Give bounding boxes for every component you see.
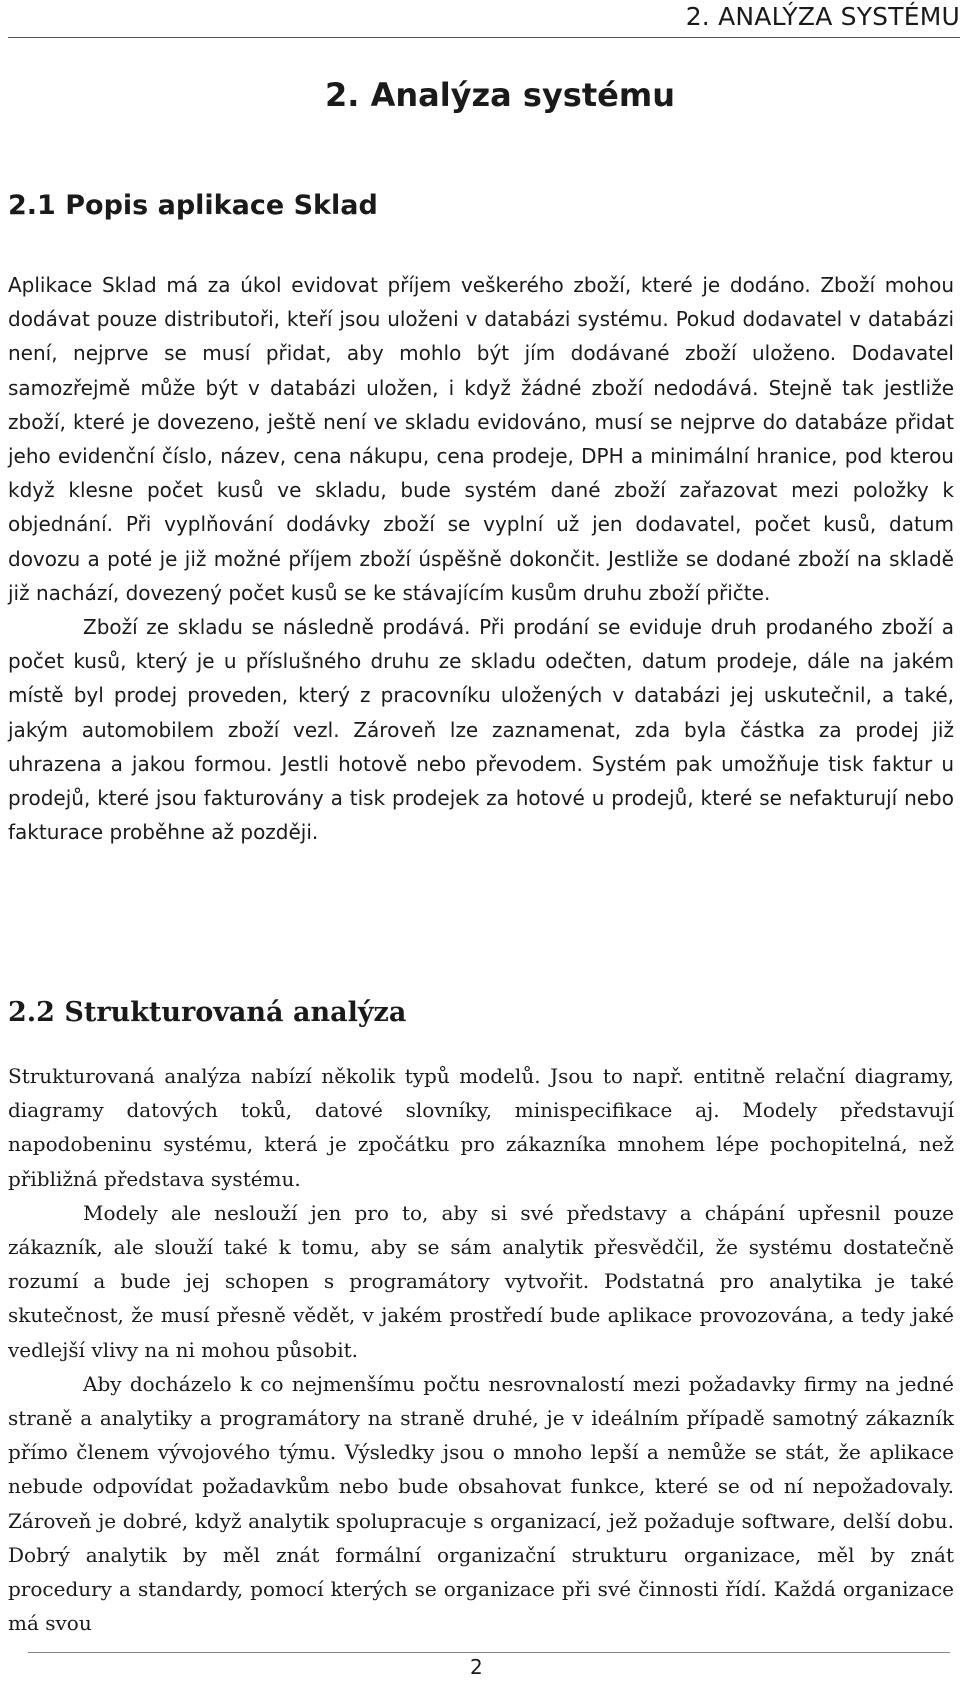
paragraph: Modely ale neslouží jen pro to, aby si své představy a chápání upřesnil pouze zákazník, ale slouží také k tomu, aby se sám analytik přesvědčil, že systému dostatečně rozumí a bude jej schopen s programátory vytvořit. Podstatná pro analytika je také skutečnost, že musí přesně vědět, v jakém prostředí bude aplikace provozována, a tedy jaké vedlejší vlivy na ni mohou působit. <box>8 1200 954 1362</box>
section-heading-2-2: 2.2 Strukturovaná analýza <box>8 997 407 1028</box>
paragraph: Aplikace Sklad má za úkol evidovat příjem veškerého zboží, které je dodáno. Zboží mohou dodávat pouze distributoři, kteří jsou uloženi v databázi systému. Pokud dodavatel v databázi není, nejprve se musí přidat, aby mohlo být jím dodávané zboží uloženo. Dodavatel samozřejmě může být v databázi uložen, i když žádné zboží nedodává. Stejně tak jestliže zboží, které je dovezeno, ještě není ve skladu evidováno, musí se nejprve do databáze přidat jeho evidenční číslo, název, cena nákupu, cena prodeje, DPH a minimální hranice, pod kterou když klesne počet kusů ve skladu, bude systém dané zboží zařazovat mezi položky k objednání. Při vyplňování dodávky zboží se vyplní už jen dodavatel, počet kusů, datum dovozu a poté je již možné příjem zboží úspěšně dokončit. Jestliže se dodané zboží na skladě již nachází, dovezený počet kusů se ke stávajícím kusům druhu zboží přičte. <box>8 273 954 605</box>
section-2-2-body <box>8 1059 954 1640</box>
running-header: 2. ANALÝZA SYSTÉMU <box>685 2 960 31</box>
header-rule <box>8 37 960 38</box>
paragraph: Aby docházelo k co nejmenšímu počtu nesrovnalostí mezi požadavky firmy na jedné straně a analytiky a programátory na straně druhé, je v ideálním případě samotný zákazník přímo členem vývojového týmu. Výsledky jsou o mnoho lepší a nemůže se stát, že aplikace nebude odpovídat požadavkům nebo bude obsahovat funkce, které se od ní nepožadovaly. Zároveň je dobré, když analytik spolupracuje s organizací, jež požaduje software, delší dobu. Dobrý analytik by měl znát formální organizační strukturu organizace, měl by znát procedury a standardy, pomocí kterých se organizace při své činnosti řídí. Každá organizace má svou <box>8 1371 954 1636</box>
page-number: 2 <box>470 1655 483 1679</box>
paragraph: Zboží ze skladu se následně prodává. Při prodání se eviduje druh prodaného zboží a počet kusů, který je u příslušného druhu ze skladu odečten, datum prodeje, dále na jakém místě byl prodej proveden, který z pracovníku uložených v databázi jej uskutečnil, a také, jakým automobilem zboží vezl. Zároveň lze zaznamenat, zda byla částka za prodej již uhrazena a jakou formou. Jestli hotově nebo převodem. Systém pak umožňuje tisk faktur u prodejů, které jsou fakturovány a tisk prodejek za hotové u prodejů, které se nefakturují nebo fakturace proběhne až později. <box>8 615 954 845</box>
paragraph: Strukturovaná analýza nabízí několik typů modelů. Jsou to např. entitně relační diagramy, diagramy datových toků, datové slovníky, minispecifikace aj. Modely představují napodobeninu systému, která je zpočátku pro zákazníka mnohem lépe pochopitelná, než přibližná představa systému. <box>8 1064 954 1191</box>
chapter-title: 2. Analýza systému <box>325 76 675 114</box>
footer-rule <box>28 1652 950 1653</box>
section-2-1-body <box>8 268 954 849</box>
section-heading-2-1: 2.1 Popis aplikace Sklad <box>8 190 378 221</box>
